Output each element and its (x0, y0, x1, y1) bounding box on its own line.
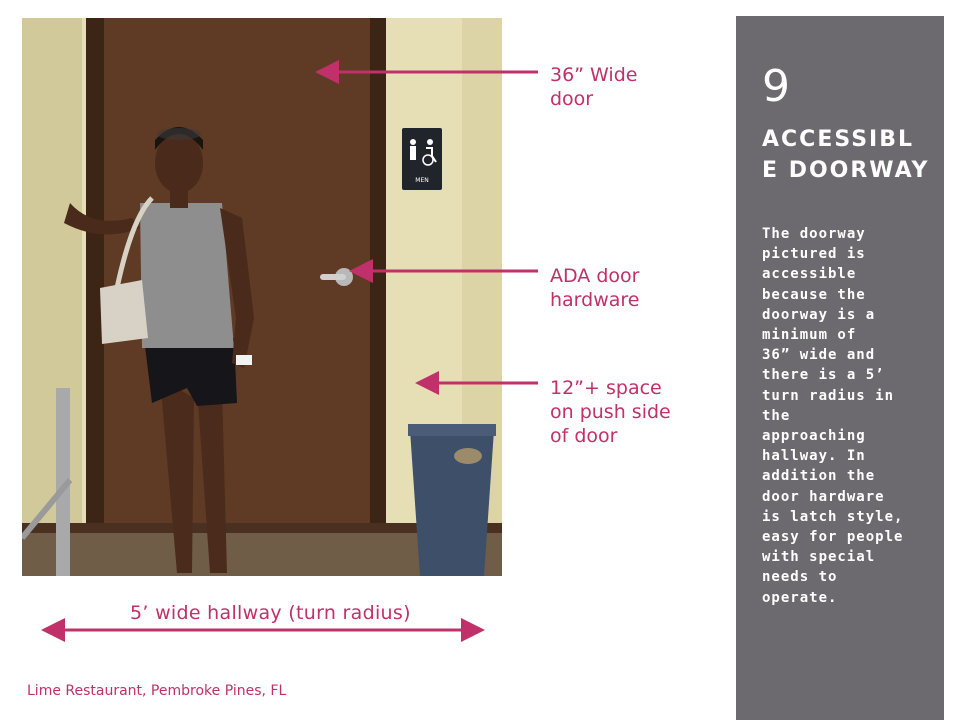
body-line: pictured is (762, 246, 866, 263)
photo-caption: Lime Restaurant, Pembroke Pines, FL (27, 683, 287, 699)
body-line: doorway is a (762, 306, 876, 323)
slide-body (762, 224, 932, 608)
body-line: approaching (762, 428, 866, 445)
body-line: easy for people (762, 529, 904, 546)
info-panel (736, 16, 944, 720)
body-line: there is a 5’ (762, 367, 885, 384)
body-line: addition the (762, 468, 876, 485)
body-line: because the (762, 286, 866, 303)
body-line: The doorway (762, 226, 866, 242)
body-line: accessible (762, 266, 857, 283)
push-space-callout (550, 376, 671, 448)
body-line: minimum of (762, 327, 857, 344)
body-line: 36” wide and (762, 347, 876, 364)
title-line: E DOORWAY (762, 158, 930, 183)
body-line: the (762, 407, 791, 424)
body-line: with special (762, 549, 876, 566)
body-line: is latch style, (762, 508, 904, 525)
hardware-callout (550, 264, 640, 312)
callout-line: door (550, 88, 594, 110)
callout-line: 36” Wide (550, 64, 638, 86)
callout-line: ADA door (550, 265, 640, 287)
slide-number: 9 (762, 61, 790, 112)
slide-title (762, 124, 944, 186)
restroom-sign-text: MEN (415, 177, 429, 184)
callout-line: on push side (550, 401, 671, 423)
body-line: needs to (762, 569, 838, 586)
callout-line: of door (550, 425, 618, 447)
title-line: ACCESSIBL (762, 127, 915, 152)
body-line: door hardware (762, 488, 885, 505)
hallway-label: 5’ wide hallway (turn radius) (130, 602, 411, 624)
callout-line: hardware (550, 289, 640, 311)
callout-line: 12”+ space (550, 377, 662, 399)
body-line: turn radius in (762, 387, 895, 404)
door-width-callout (550, 63, 637, 111)
body-line: hallway. In (762, 448, 866, 465)
body-line: operate. (762, 589, 838, 606)
